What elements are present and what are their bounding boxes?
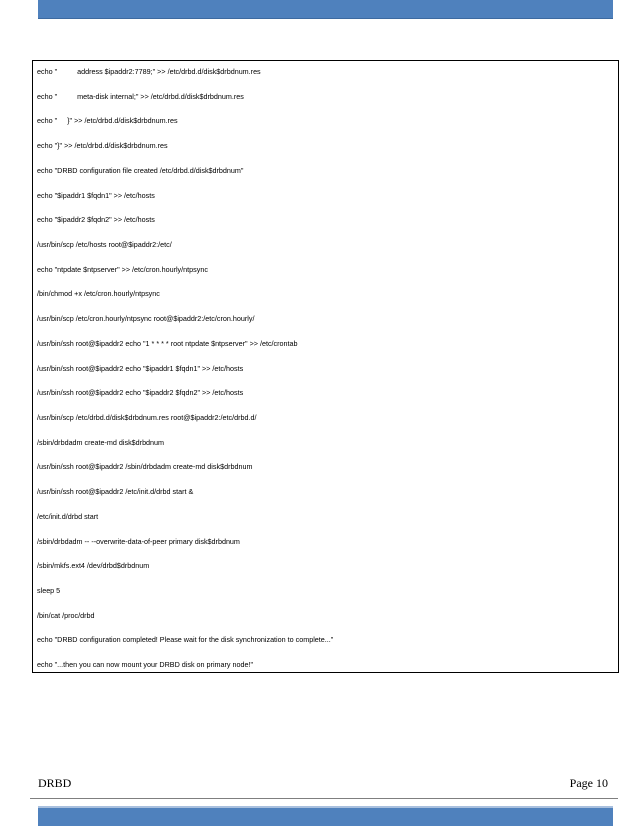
footer-title: DRBD xyxy=(38,776,72,790)
code-line: /usr/bin/ssh root@$ipaddr2 echo "1 * * * * root ntpdate $ntpserver" >> /etc/crontab xyxy=(37,339,298,348)
code-line: sleep 5 xyxy=(37,586,61,595)
code-line: /usr/bin/ssh root@$ipaddr2 echo "$ipaddr2 $fqdn2" >> /etc/hosts xyxy=(37,388,244,397)
code-line: /usr/bin/ssh root@$ipaddr2 /sbin/drbdadm create-md disk$drbdnum xyxy=(37,462,253,471)
code-line: echo "DRBD configuration file created /etc/drbd.d/disk$drbdnum" xyxy=(37,166,244,175)
code-line: echo "}" >> /etc/drbd.d/disk$drbdnum.res xyxy=(37,141,168,150)
code-line: /usr/bin/ssh root@$ipaddr2 echo "$ipaddr1 $fqdn1" >> /etc/hosts xyxy=(37,364,244,373)
header-bar xyxy=(38,0,613,19)
code-line: /sbin/drbdadm create-md disk$drbdnum xyxy=(37,438,165,447)
footer-bar xyxy=(38,806,613,826)
code-line: /usr/bin/scp /etc/drbd.d/disk$drbdnum.res root@$ipaddr2:/etc/drbd.d/ xyxy=(37,413,257,422)
code-line: /etc/init.d/drbd start xyxy=(37,512,99,521)
footer-divider xyxy=(30,798,618,799)
code-line: echo "$ipaddr2 $fqdn2" >> /etc/hosts xyxy=(37,215,155,224)
code-line: /usr/bin/scp /etc/hosts root@$ipaddr2:/etc/ xyxy=(37,240,172,249)
code-line: echo "...then you can now mount your DRBD disk on primary node!" xyxy=(37,660,254,669)
code-line: /sbin/mkfs.ext4 /dev/drbd$drbdnum xyxy=(37,561,150,570)
code-line: /usr/bin/scp /etc/cron.hourly/ntpsync root@$ipaddr2:/etc/cron.hourly/ xyxy=(37,314,255,323)
code-line: echo "DRBD configuration completed! Please wait for the disk synchronization to complete..." xyxy=(37,635,334,644)
code-line: /usr/bin/ssh root@$ipaddr2 /etc/init.d/drbd start & xyxy=(37,487,194,496)
code-line: echo " meta-disk internal;" >> /etc/drbd.d/disk$drbdnum.res xyxy=(37,92,244,101)
code-line: /bin/chmod +x /etc/cron.hourly/ntpsync xyxy=(37,289,160,298)
code-line: echo " }" >> /etc/drbd.d/disk$drbdnum.res xyxy=(37,116,178,125)
code-box xyxy=(32,60,619,673)
code-line: /sbin/drbdadm -- --overwrite-data-of-peer primary disk$drbdnum xyxy=(37,537,240,546)
code-line: echo "$ipaddr1 $fqdn1" >> /etc/hosts xyxy=(37,191,155,200)
page-number: Page 10 xyxy=(569,776,608,790)
code-line: /bin/cat /proc/drbd xyxy=(37,611,95,620)
code-line: echo " address $ipaddr2:7789;" >> /etc/drbd.d/disk$drbdnum.res xyxy=(37,67,261,76)
footer-bar-highlight xyxy=(38,806,613,808)
code-line: echo "ntpdate $ntpserver" >> /etc/cron.hourly/ntpsync xyxy=(37,265,208,274)
